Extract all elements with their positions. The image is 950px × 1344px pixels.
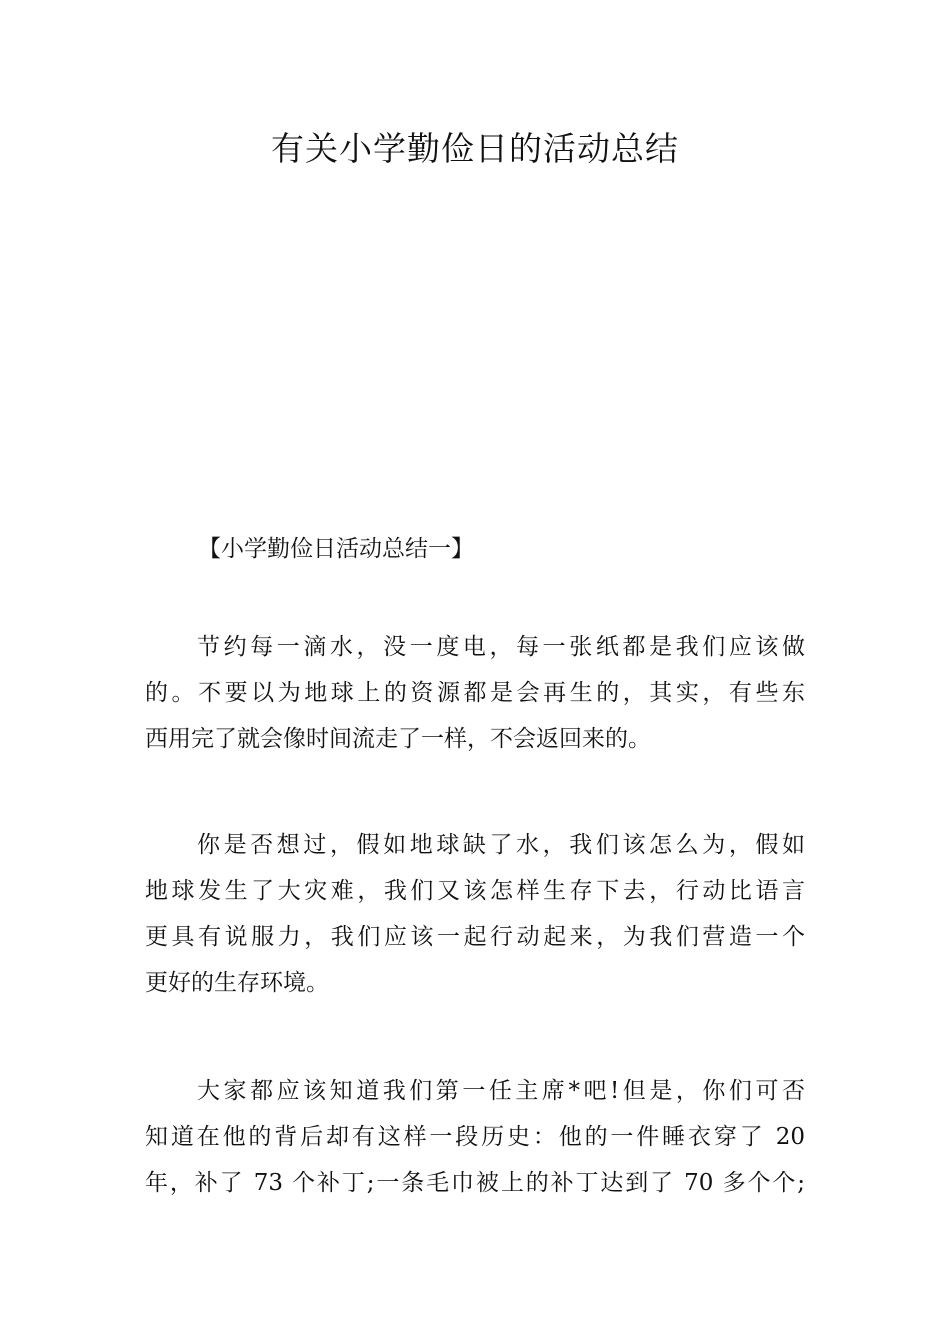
paragraph-line: 知道在他的背后却有这样一段历史：他的一件睡衣穿了 20 <box>145 1124 805 1150</box>
paragraph-line: 的。不要以为地球上的资源都是会再生的，其实，有些东 <box>145 680 805 706</box>
paragraph-line: 你是否想过，假如地球缺了水，我们该怎么为，假如 <box>197 832 805 858</box>
paragraph-line: 年，补了 73 个补丁;一条毛巾被上的补丁达到了 70 多个个; <box>145 1170 805 1196</box>
section-heading: 【小学勤俭日活动总结一】 <box>198 536 474 562</box>
paragraph-3 <box>145 1068 805 1206</box>
paragraph-1 <box>145 624 805 762</box>
document-title: 有关小学勤俭日的活动总结 <box>271 129 679 168</box>
paragraph-line: 节约每一滴水，没一度电，每一张纸都是我们应该做 <box>197 634 805 660</box>
paragraph-line: 更具有说服力，我们应该一起行动起来，为我们营造一个 <box>145 924 805 950</box>
paragraph-line: 地球发生了大灾难，我们又该怎样生存下去，行动比语言 <box>145 878 805 904</box>
paragraph-line: 更好的生存环境。 <box>145 970 329 996</box>
paragraph-line: 大家都应该知道我们第一任主席*吧!但是，你们可否 <box>197 1078 805 1104</box>
paragraph-line: 西用完了就会像时间流走了一样，不会返回来的。 <box>145 726 651 752</box>
paragraph-2 <box>145 822 805 1006</box>
